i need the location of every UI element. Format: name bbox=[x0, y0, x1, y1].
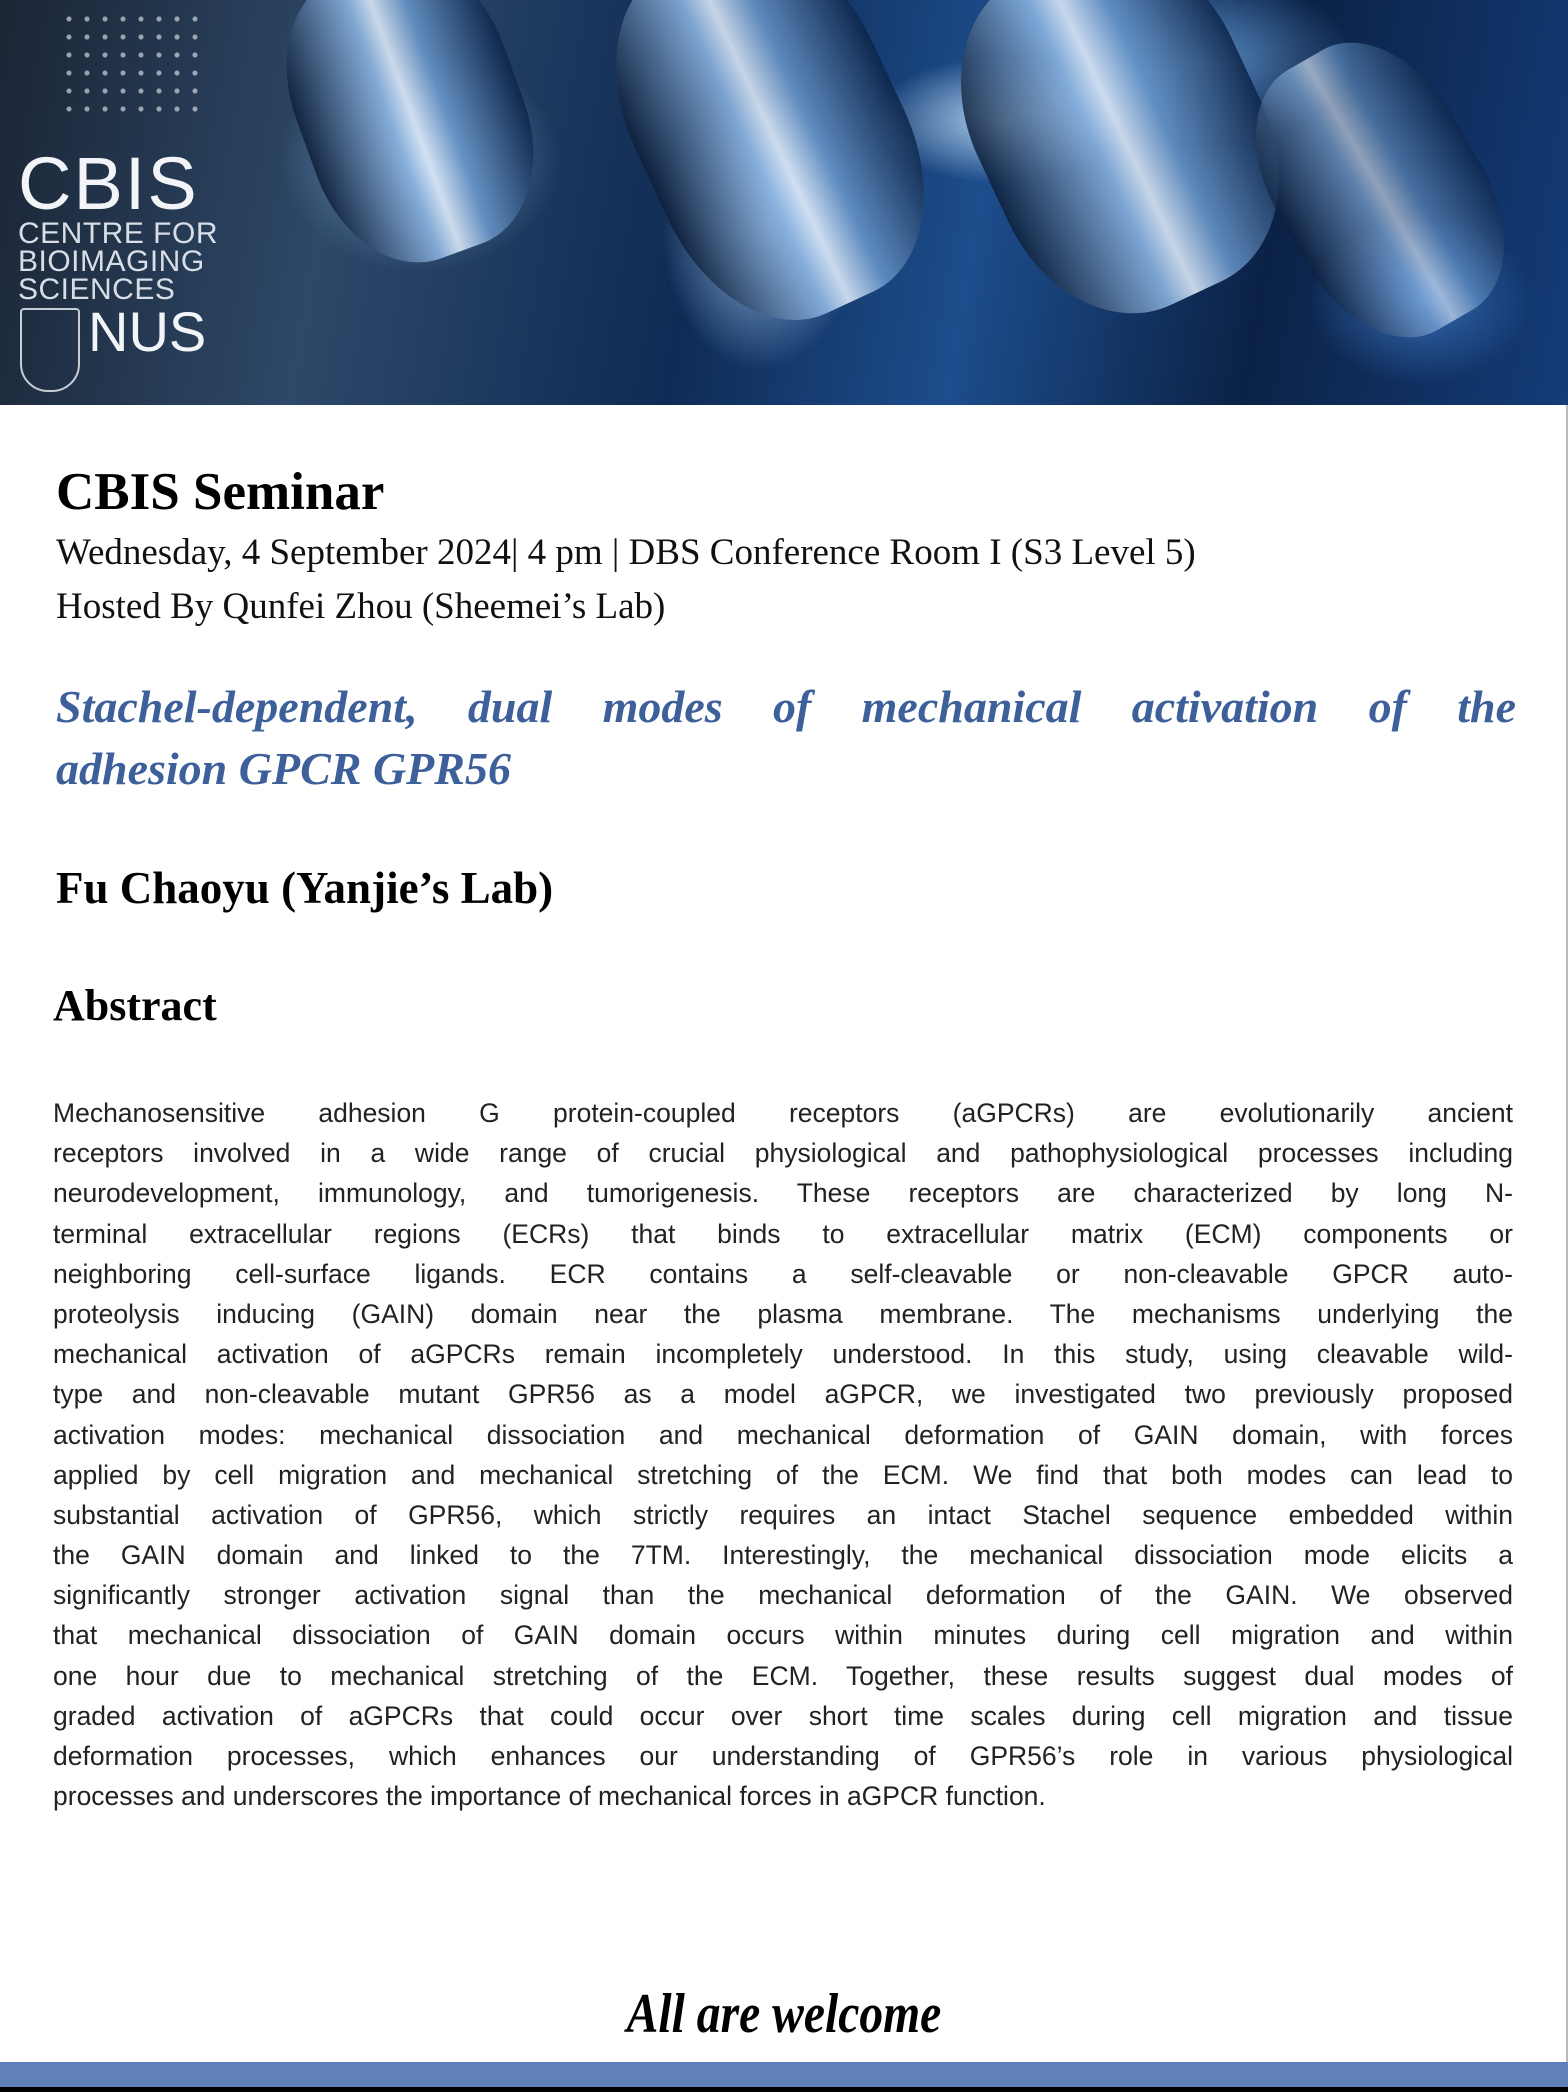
abstract-line: significantly stronger activation signal than the mechanical deformation of the GAIN. We observed bbox=[53, 1580, 1513, 1611]
abstract-body bbox=[53, 1093, 1513, 1816]
abstract-line: mechanical activation of aGPCRs remain incompletely understood. In this study, using cleavable wild- bbox=[53, 1339, 1513, 1370]
abstract-line: applied by cell migration and mechanical stretching of the ECM. We find that both modes can lead to bbox=[53, 1459, 1513, 1490]
seminar-host: Hosted By Qunfei Zhou (Sheemei’s Lab) bbox=[56, 586, 666, 627]
abstract-line: receptors involved in a wide range of crucial physiological and pathophysiological processes including bbox=[53, 1138, 1513, 1169]
talk-title-line: adhesion GPCR GPR56 bbox=[56, 743, 511, 794]
abstract-line: processes and underscores the importance of mechanical forces in aGPCR function. bbox=[53, 1781, 1046, 1812]
talk-title-line: Stachel-dependent, dual modes of mechanical activation of the bbox=[56, 681, 1516, 732]
abstract-line: one hour due to mechanical stretching of the ECM. Together, these results suggest dual modes of bbox=[53, 1660, 1513, 1691]
abstract-line: Mechanosensitive adhesion G protein-coupled receptors (aGPCRs) are evolutionarily ancient bbox=[53, 1098, 1513, 1128]
abstract-line: terminal extracellular regions (ECRs) that binds to extracellular matrix (ECM) components or bbox=[53, 1218, 1513, 1249]
logo-acronym: CBIS bbox=[18, 142, 199, 225]
abstract-line: neighboring cell-surface ligands. ECR contains a self-cleavable or non-cleavable GPCR auto- bbox=[53, 1258, 1513, 1289]
abstract-line: that mechanical dissociation of GAIN domain occurs within minutes during cell migration and within bbox=[53, 1620, 1513, 1651]
page-title: CBIS Seminar bbox=[56, 463, 385, 521]
nus-shield-icon bbox=[20, 308, 80, 392]
abstract-line: substantial activation of GPR56, which strictly requires an intact Stachel sequence embedded within bbox=[53, 1499, 1513, 1530]
speaker-name: Fu Chaoyu (Yanjie’s Lab) bbox=[56, 863, 554, 913]
abstract-line: type and non-cleavable mutant GPR56 as a model aGPCR, we investigated two previously proposed bbox=[53, 1379, 1513, 1410]
welcome-text: All are welcome bbox=[626, 1983, 942, 2045]
abstract-line: neurodevelopment, immunology, and tumorigenesis. These receptors are characterized by long N- bbox=[53, 1178, 1513, 1209]
seminar-details: Wednesday, 4 September 2024| 4 pm | DBS Conference Room I (S3 Level 5) bbox=[56, 532, 1196, 573]
banner-image bbox=[0, 0, 1568, 405]
abstract-line: graded activation of aGPCRs that could occur over short time scales during cell migration and tissue bbox=[53, 1700, 1513, 1731]
logo-line: CENTRE FOR bbox=[18, 217, 218, 250]
abstract-line: proteolysis inducing (GAIN) domain near the plasma membrane. The mechanisms underlying the bbox=[53, 1298, 1513, 1329]
abstract-heading: Abstract bbox=[53, 981, 217, 1030]
logo-line: SCIENCES bbox=[18, 273, 176, 306]
logo-line: BIOIMAGING bbox=[18, 245, 205, 278]
footer-bar bbox=[0, 2062, 1568, 2087]
abstract-line: deformation processes, which enhances our understanding of GPR56’s role in various physiological bbox=[53, 1741, 1513, 1771]
abstract-line: activation modes: mechanical dissociation and mechanical deformation of GAIN domain, with forces bbox=[53, 1419, 1513, 1450]
logo-institution: NUS bbox=[88, 300, 207, 363]
abstract-line: the GAIN domain and linked to the 7TM. Interestingly, the mechanical dissociation mode elicits a bbox=[53, 1540, 1513, 1571]
logo-dots-icon bbox=[60, 10, 210, 120]
